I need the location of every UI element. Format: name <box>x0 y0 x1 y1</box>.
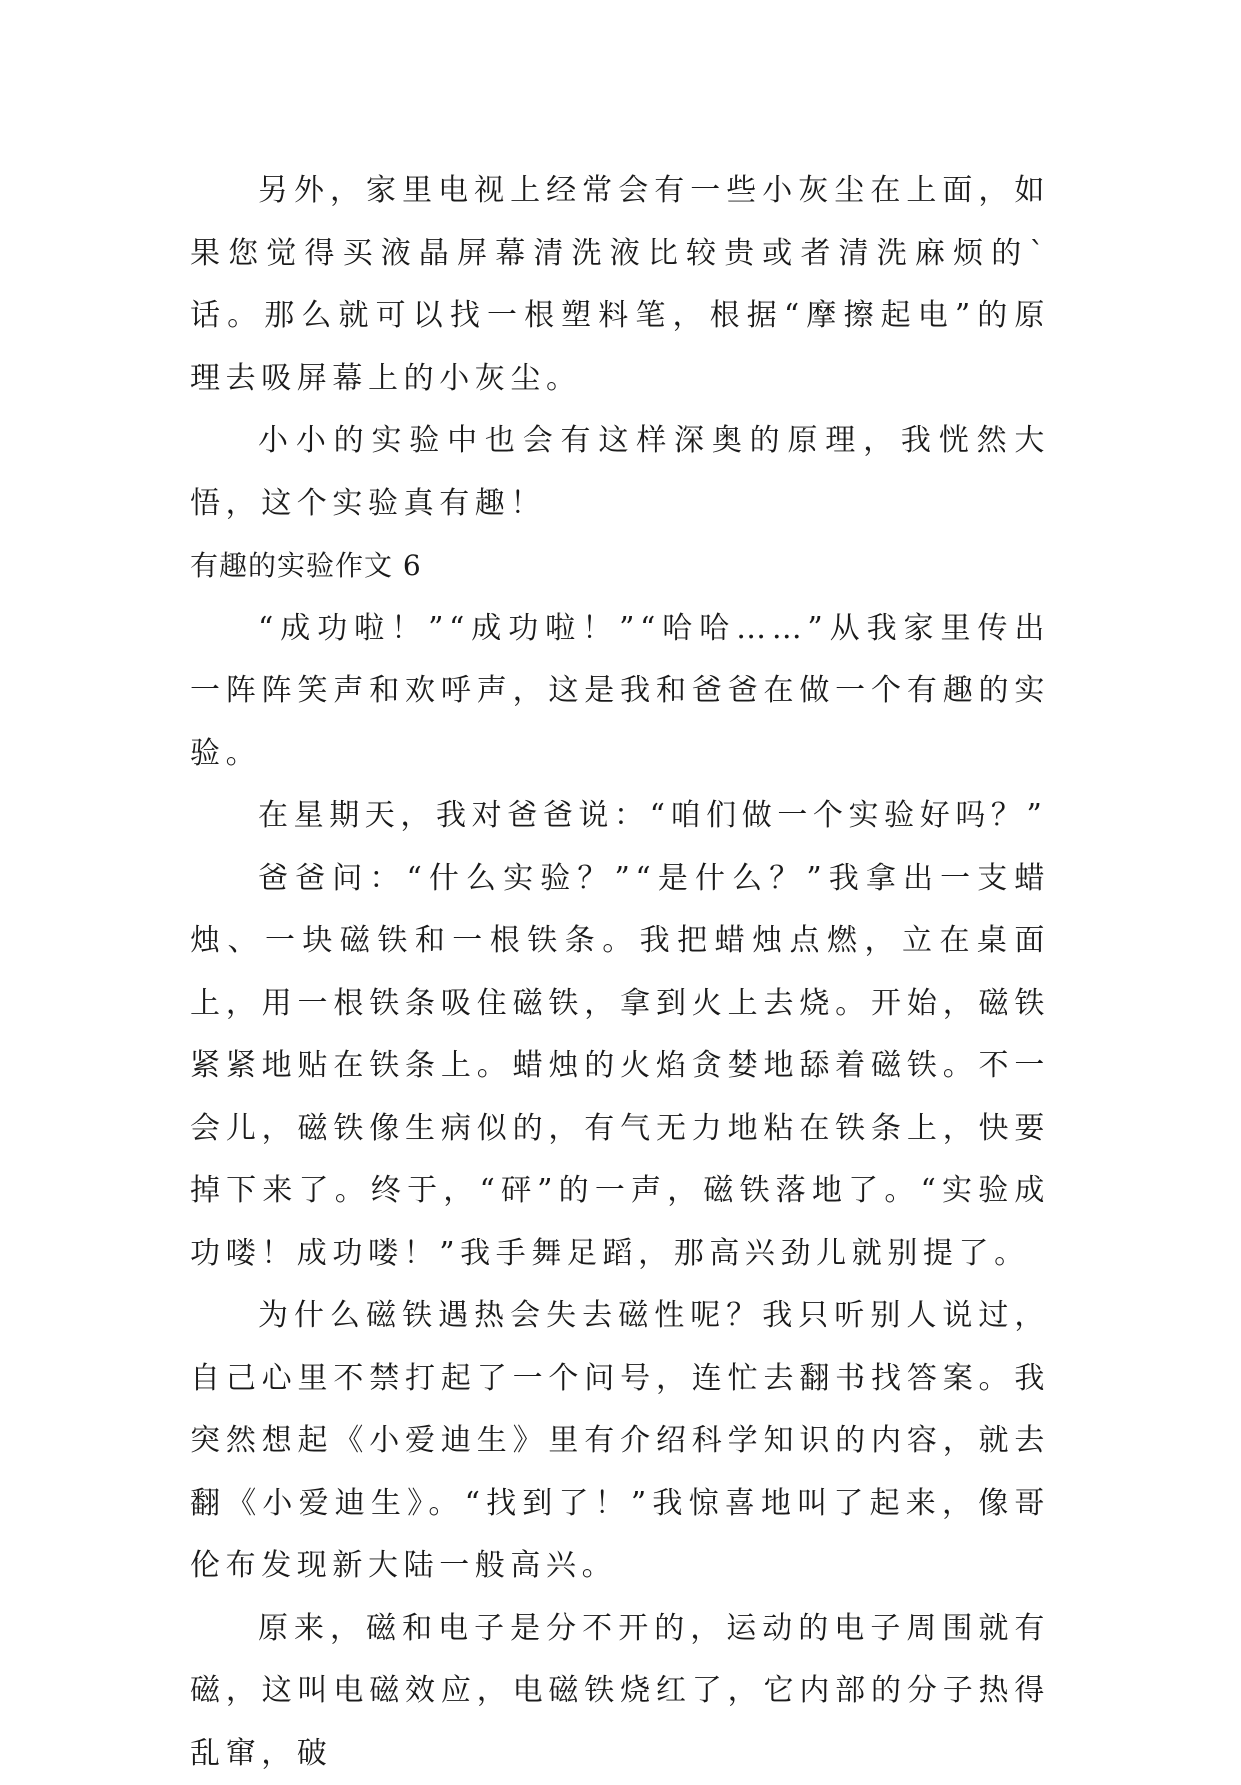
paragraph: “成功啦！”“成功啦！”“哈哈……”从我家里传出一阵阵笑声和欢呼声，这是我和爸爸在做一个有趣的实验。 <box>190 598 1050 786</box>
paragraph: 另外，家里电视上经常会有一些小灰尘在上面，如果您觉得买液晶屏幕清洗液比较贵或者清洗麻烦的`话。那么就可以找一根塑料笔，根据“摩擦起电”的原理去吸屏幕上的小灰尘。 <box>190 160 1050 410</box>
paragraph: 为什么磁铁遇热会失去磁性呢？我只听别人说过，自己心里不禁打起了一个问号，连忙去翻书找答案。我突然想起《小爱迪生》里有介绍科学知识的内容，就去翻《小爱迪生》。“找到了！”我惊喜地叫了起来，像哥伦布发现新大陆一般高兴。 <box>190 1285 1050 1598</box>
document-body <box>190 160 1050 1785</box>
paragraph: 爸爸问：“什么实验？”“是什么？”我拿出一支蜡烛、一块磁铁和一根铁条。我把蜡烛点燃，立在桌面上，用一根铁条吸住磁铁，拿到火上去烧。开始，磁铁紧紧地贴在铁条上。蜡烛的火焰贪婪地舔着磁铁。不一会儿，磁铁像生病似的，有气无力地粘在铁条上，快要掉下来了。终于，“砰”的一声，磁铁落地了。“实验成功喽！成功喽！”我手舞足蹈，那高兴劲儿就别提了。 <box>190 848 1050 1286</box>
paragraph: 原来，磁和电子是分不开的，运动的电子周围就有磁，这叫电磁效应，电磁铁烧红了，它内部的分子热得乱窜，破 <box>190 1598 1050 1785</box>
section-heading: 有趣的实验作文 6 <box>190 535 1050 598</box>
paragraph: 在星期天，我对爸爸说：“咱们做一个实验好吗？” <box>190 785 1050 848</box>
paragraph: 小小的实验中也会有这样深奥的原理，我恍然大悟，这个实验真有趣！ <box>190 410 1050 535</box>
